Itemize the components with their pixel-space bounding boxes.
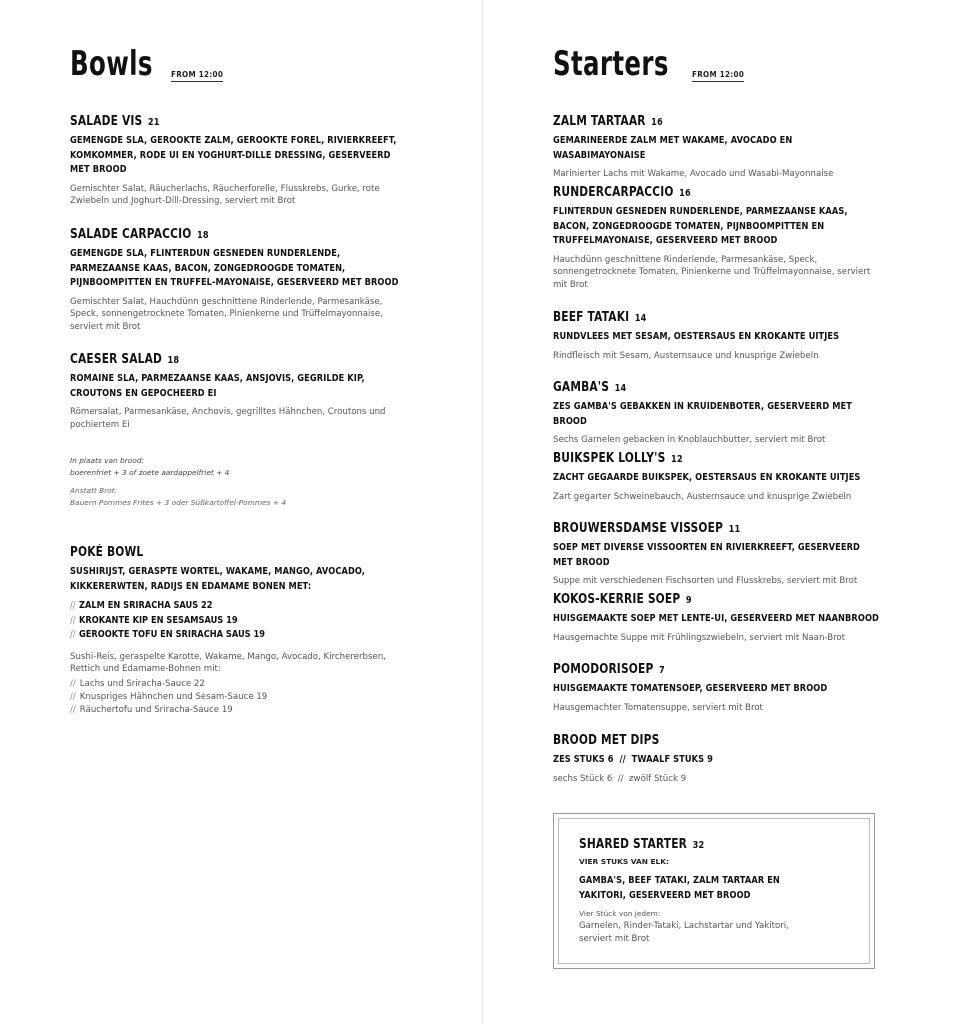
menu-item bbox=[70, 114, 400, 208]
list-item: // Räuchertofu und Sriracha-Sauce 19 bbox=[70, 704, 233, 715]
page-divider bbox=[482, 0, 483, 1024]
bread-substitute-note bbox=[70, 455, 400, 509]
item-description-nl: GEMENGDE SLA, GEROOKTE ZALM, GEROOKTE FOREL, RIVIERKREEFT, KOMKOMMER, RODE UI EN YOGHURT-DILLE DRESSING, GESERVEERD MET BROOD bbox=[70, 135, 397, 175]
item-description-de: Marinierter Lachs mit Wakame, Avocado und Wasabi-Mayonnaise bbox=[553, 169, 834, 179]
item-description-nl: HUISGEMAAKTE TOMATENSOEP, GESERVEERD MET BROOD bbox=[553, 683, 828, 694]
note-text-nl: boerenfriet + 3 of zoete aardappelfriet + 4 bbox=[70, 468, 230, 477]
shared-starter-inner bbox=[558, 818, 870, 964]
item-description-nl: HUISGEMAAKTE SOEP MET LENTE-UI, GESERVEERD MET NAANBROOD bbox=[553, 613, 879, 624]
item-description-nl: GEMENGDE SLA, FLINTERDUN GESNEDEN RUNDERLENDE, PARMEZAANSE KAAS, BACON, ZONGEDROOGDE TOMATEN, PIJNBOOMPITTEN EN TRUFFEL-MAYONAISE, GESERVEERD MET BROOD bbox=[70, 248, 399, 288]
list-item: // Knuspriges Hähnchen und Sesam-Sauce 19 bbox=[70, 691, 268, 702]
item-title: BUIKSPEK LOLLY'S 12 bbox=[553, 451, 683, 466]
item-description-de: Sechs Garnelen gebacken in Knoblauchbutter, serviert mit Brot bbox=[553, 435, 826, 445]
shared-starter-box bbox=[553, 813, 875, 969]
item-description-de: Sushi-Reis, geraspelte Karotte, Wakame, Mango, Avocado, Kirchererbsen, Rettich und Edamame-Bohnen mit: bbox=[70, 651, 386, 675]
bowls-title: Bowls bbox=[70, 44, 153, 84]
bowls-header bbox=[70, 44, 185, 84]
item-description-nl: SUSHIRIJST, GERASPTE WORTEL, WAKAME, MANGO, AVOCADO, KIKKERERWTEN, RADIJS EN EDAMAME BONEN MET: bbox=[70, 566, 366, 592]
item-description-de: Gemischter Salat, Hauchdünn geschnittene Rinderlende, Parmesankäse, Speck, sonnengetrocknete Tomaten, Pinienkerne und Trüffelmayonnaise, serviert mit Brot bbox=[70, 296, 383, 333]
shared-starter-subtitle: VIER STUKS VAN ELK: bbox=[579, 857, 669, 866]
item-description-nl: ZACHT GEGAARDE BUIKSPEK, OESTERSAUS EN KROKANTE UITJES bbox=[553, 472, 861, 483]
list-item: // GEROOKTE TOFU EN SRIRACHA SAUS 19 bbox=[70, 629, 265, 640]
item-title: SALADE CARPACCIO 18 bbox=[70, 227, 209, 242]
list-item: // KROKANTE KIP EN SESAMSAUS 19 bbox=[70, 614, 238, 626]
shared-starter-de-label: Vier Stück von jedem: bbox=[579, 909, 661, 918]
item-description-nl: GEMARINEERDE ZALM MET WAKAME, AVOCADO EN WASABIMAYONAISE bbox=[553, 135, 793, 161]
starters-title: Starters bbox=[553, 44, 669, 84]
item-description-nl: ZES GAMBA'S GEBAKKEN IN KRUIDENBOTER, GESERVEERD MET BROOD bbox=[553, 401, 852, 427]
item-title: RUNDERCARPACCIO 16 bbox=[553, 185, 691, 200]
menu-item bbox=[553, 451, 883, 503]
item-description-de: Rindfleisch mit Sesam, Austernsauce und knusprige Zwiebeln bbox=[553, 350, 819, 361]
menu-item bbox=[553, 114, 883, 181]
menu-item bbox=[70, 227, 400, 334]
item-description-de: Suppe mit verschiedenen Fischsorten und Flusskrebs, serviert mit Brot bbox=[553, 576, 858, 586]
item-title: BEEF TATAKI 14 bbox=[553, 310, 647, 325]
menu-item bbox=[553, 380, 883, 447]
item-title: POKÉ BOWL bbox=[70, 545, 144, 560]
item-title: ZALM TARTAAR 16 bbox=[553, 114, 663, 129]
item-title: BROUWERSDAMSE VISSOEP 11 bbox=[553, 521, 741, 536]
item-title: SALADE VIS 21 bbox=[70, 114, 160, 129]
list-item: // ZALM EN SRIRACHA SAUS 22 bbox=[70, 600, 213, 611]
starters-header bbox=[553, 44, 714, 84]
menu-item bbox=[553, 310, 883, 362]
menu-item bbox=[553, 185, 883, 292]
item-title: POMODORISOEP 7 bbox=[553, 662, 665, 677]
note-label-de: Anstatt Brot: bbox=[70, 486, 118, 495]
menu-item bbox=[553, 521, 883, 588]
item-description-nl: ROMAINE SLA, PARMEZAANSE KAAS, ANSJOVIS, GEGRILDE KIP, CROUTONS EN GEPOCHEERD EI bbox=[70, 373, 365, 399]
menu-item bbox=[553, 733, 883, 785]
item-description-de: Garnelen, Rinder-Tataki, Lachstartar und Yakitori, serviert mit Brot bbox=[579, 921, 789, 944]
menu-item bbox=[553, 592, 883, 644]
poke-options-de bbox=[70, 678, 400, 716]
menu-item bbox=[70, 352, 400, 432]
menu-item bbox=[553, 662, 883, 714]
list-item: // Lachs und Sriracha-Sauce 22 bbox=[70, 679, 205, 690]
item-description-de: Römersalat, Parmesankäse, Anchovis, gegrilltes Hähnchen, Croutons und pochiertem Ei bbox=[70, 407, 386, 430]
item-description-nl: ZES STUKS 6 // TWAALF STUKS 9 bbox=[553, 754, 713, 765]
item-description-de: Hauchdünn geschnittene Rinderlende, Parmesankäse, Speck, sonnengetrocknete Tomaten, Pinienkerne und Trüffelmayonnaise, serviert mit Brot bbox=[553, 254, 871, 291]
bowls-from-time: FROM 12:00 bbox=[171, 70, 223, 82]
item-description-de: Hausgemachter Tomatensuppe, serviert mit Brot bbox=[553, 702, 763, 713]
poke-options-nl bbox=[70, 599, 400, 643]
item-title: CAESER SALAD 18 bbox=[70, 352, 180, 367]
note-label-nl: In plaats van brood: bbox=[70, 456, 145, 465]
item-description-de: Zart gegarter Schweinebauch, Austernsauce und knusprige Zwiebeln bbox=[553, 491, 852, 502]
item-description-nl: FLINTERDUN GESNEDEN RUNDERLENDE, PARMEZAANSE KAAS, BACON, ZONGEDROOGDE TOMATEN, PIJNBOOMPITTEN EN TRUFFELMAYONAISE, GESERVEERD MET BROOD bbox=[553, 206, 848, 246]
item-title: GAMBA'S 14 bbox=[553, 380, 627, 395]
item-description-de: sechs Stück 6 // zwölf Stück 9 bbox=[553, 773, 687, 784]
item-description-de: Hausgemachte Suppe mit Frühlingszwiebeln, serviert mit Naan-Brot bbox=[553, 632, 846, 643]
item-title: BROOD MET DIPS bbox=[553, 733, 660, 748]
starters-from-time: FROM 12:00 bbox=[692, 70, 744, 82]
poke-bowl-item bbox=[70, 545, 400, 716]
item-title: SHARED STARTER 32 bbox=[579, 837, 705, 852]
item-description-nl: GAMBA'S, BEEF TATAKI, ZALM TARTAAR EN YAKITORI, GESERVEERD MET BROOD bbox=[579, 875, 780, 901]
item-description-nl: SOEP MET DIVERSE VISSOORTEN EN RIVIERKREEFT, GESERVEERD MET BROOD bbox=[553, 542, 860, 568]
item-description-nl: RUNDVLEES MET SESAM, OESTERSAUS EN KROKANTE UITJES bbox=[553, 331, 840, 342]
item-description-de: Gemischter Salat, Räucherlachs, Räucherforelle, Flusskrebs, Gurke, rote Zwiebeln und Joghurt-Dill-Dressing, serviert mit Brot bbox=[70, 183, 380, 207]
note-text-de: Bauern Pommes Frites + 3 oder Süßkartoffel-Pommes + 4 bbox=[70, 498, 287, 507]
item-title: KOKOS-KERRIE SOEP 9 bbox=[553, 592, 692, 607]
